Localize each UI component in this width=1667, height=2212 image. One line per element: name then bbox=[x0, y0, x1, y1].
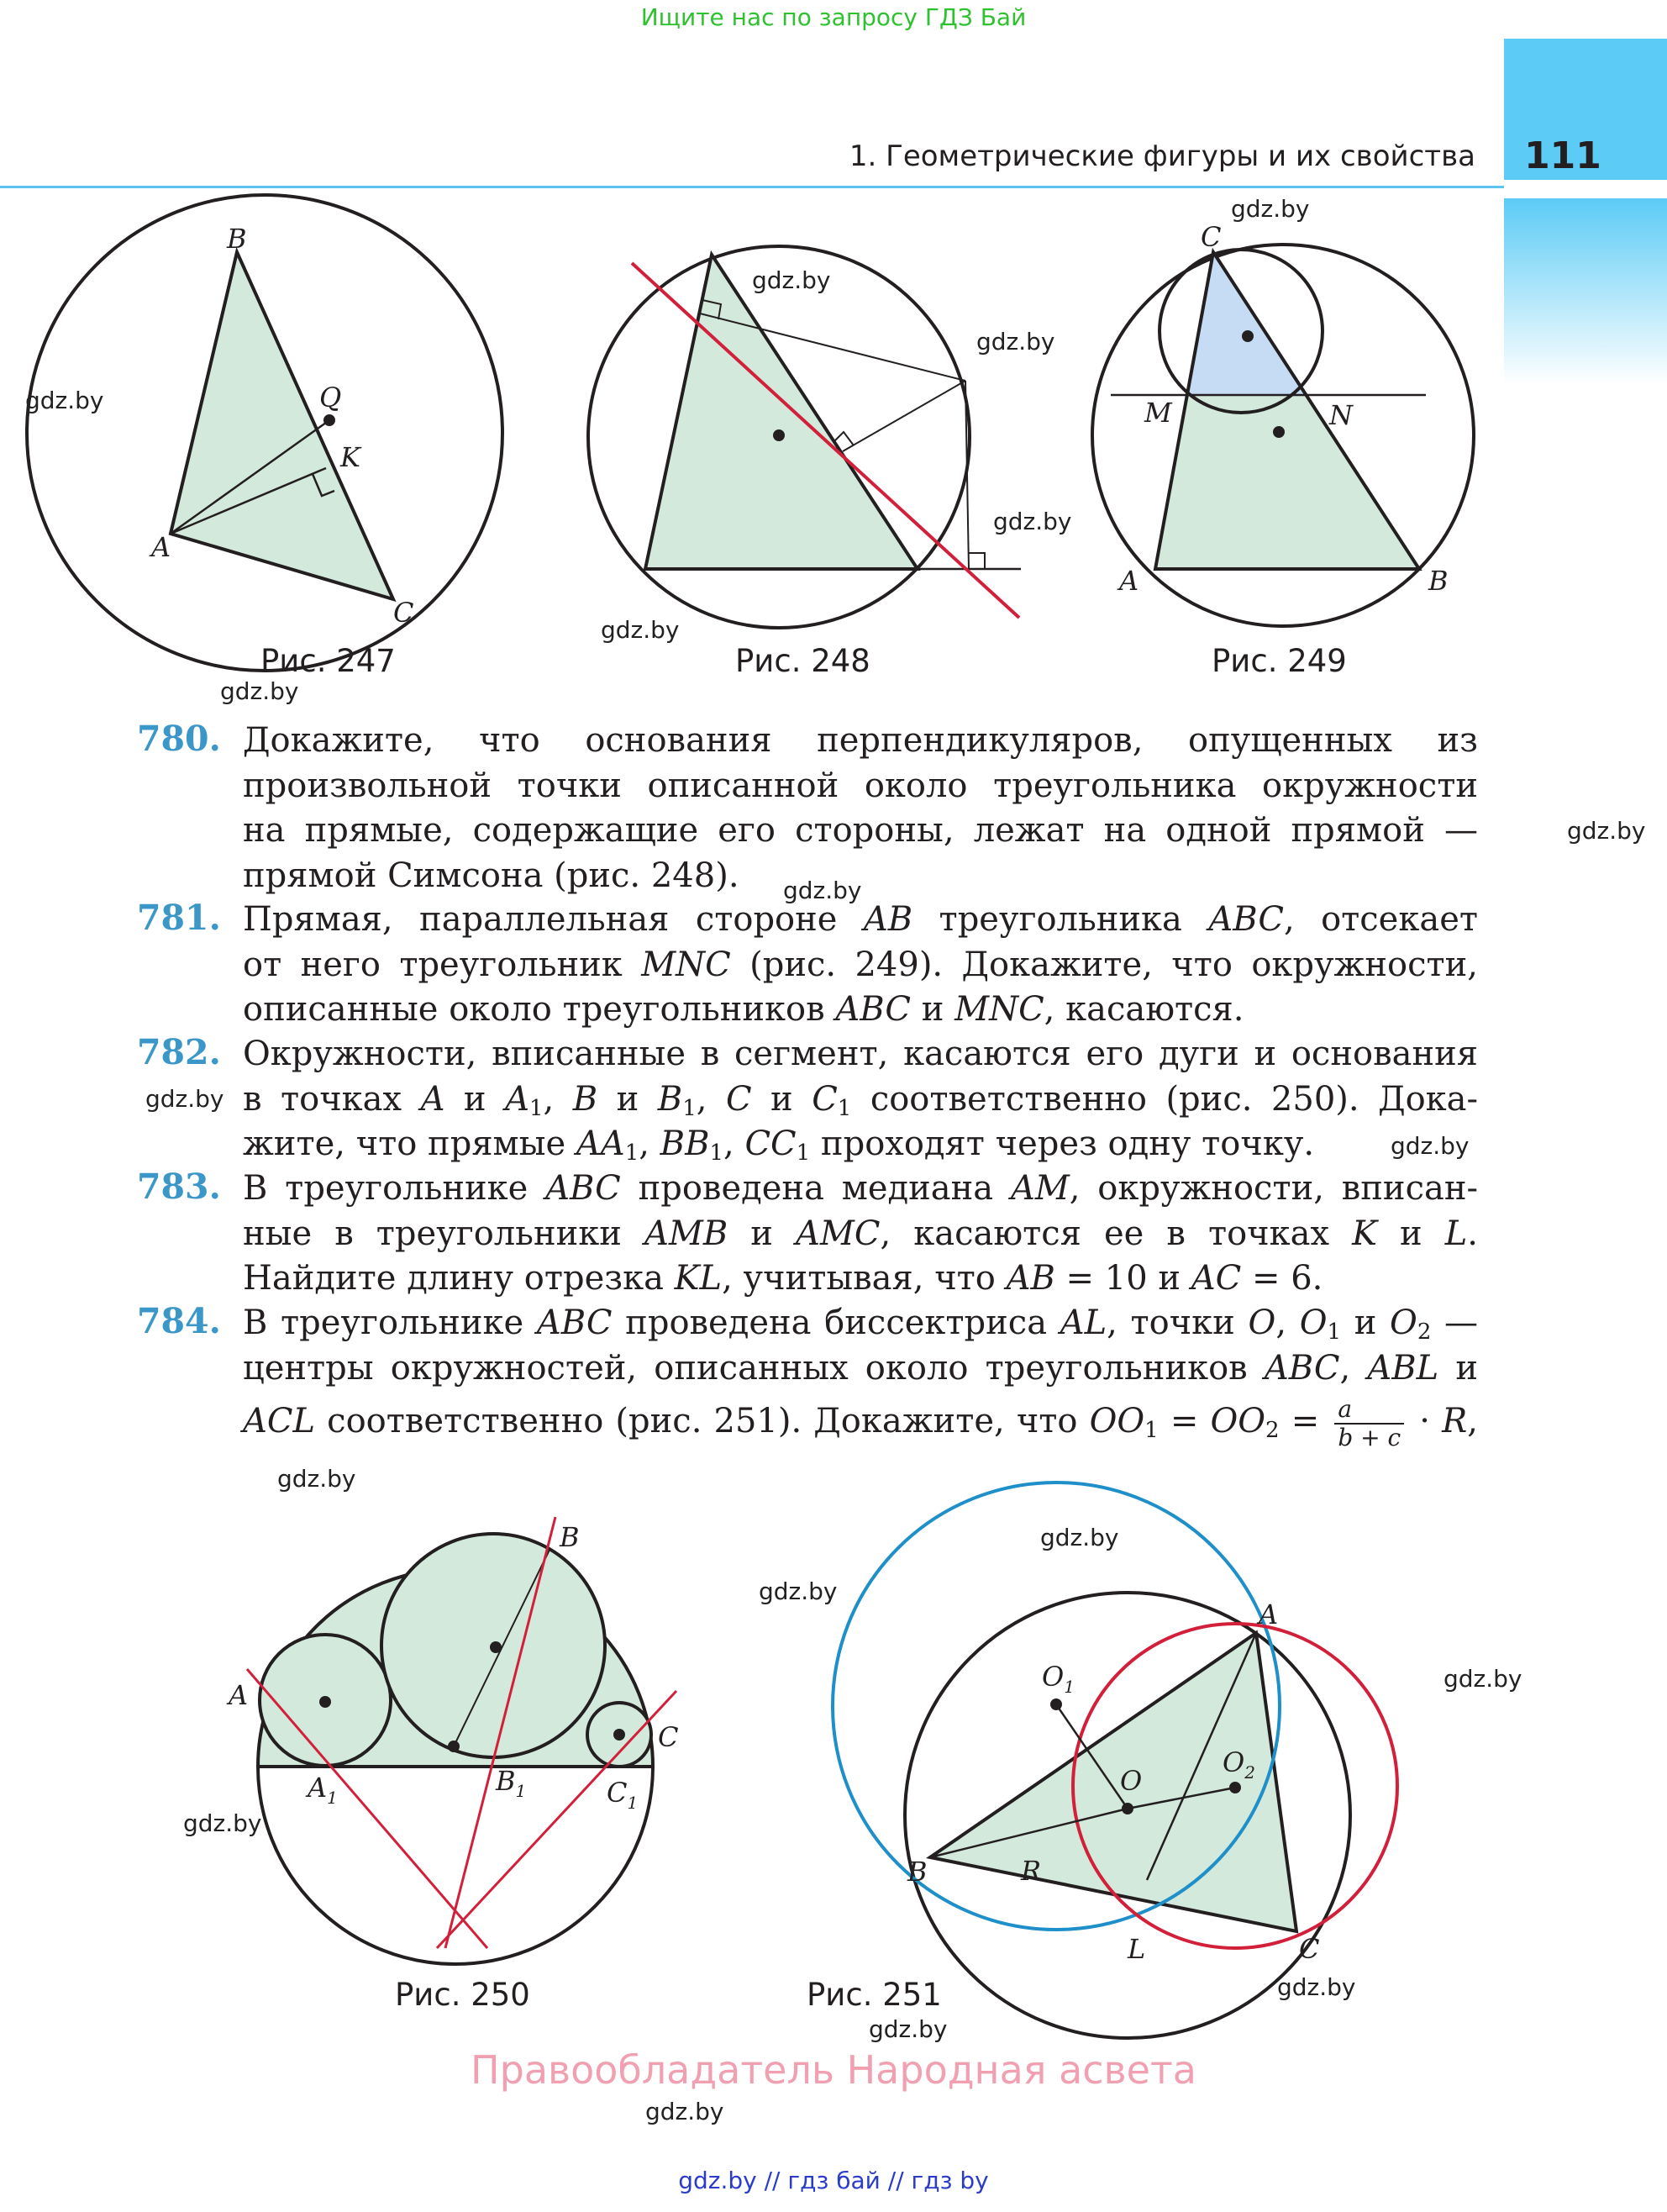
fig247-point-q bbox=[323, 414, 335, 426]
fig249-label-n: N bbox=[1329, 399, 1353, 431]
watermark: gdz.by bbox=[220, 677, 299, 705]
fig250-label-a: A bbox=[229, 1679, 249, 1711]
watermark: gdz.by bbox=[993, 508, 1072, 535]
watermark: gdz.by bbox=[601, 616, 680, 644]
fig251-center-o bbox=[1122, 1803, 1133, 1814]
fig250-caption: Рис. 250 bbox=[395, 1977, 530, 2013]
problem-number: 781. bbox=[137, 898, 221, 938]
fig250-center-c bbox=[613, 1729, 625, 1741]
fig247-label-c: C bbox=[393, 597, 414, 629]
problem-text: В треугольнике ABC проведена медиана AM, окружности, вписан- ные в треугольники AMB и AMC, касаются ее в точках K и L. Найдите длину отрезка KL, учитывая, что AB = 10 и AC = 6. bbox=[243, 1169, 1479, 1298]
fig247-caption: Рис. 247 bbox=[260, 643, 396, 679]
fig251-label-o: O bbox=[1120, 1765, 1143, 1797]
fig250-center-b bbox=[490, 1641, 502, 1653]
fig251-label-r: R bbox=[1021, 1855, 1042, 1887]
fig247-label-q: Q bbox=[319, 382, 342, 413]
fig249-trapezoid-fill bbox=[1155, 252, 1419, 569]
fig251-label-o2: $O_2$ bbox=[1223, 1746, 1255, 1783]
problem-number: 782. bbox=[137, 1032, 221, 1072]
fig251-label-a: A bbox=[1259, 1598, 1279, 1630]
watermark: gdz.by bbox=[783, 877, 862, 904]
chapter-title: 1. Геометрические фигуры и их свойства bbox=[849, 140, 1475, 173]
page-number: 111 bbox=[1524, 134, 1601, 177]
watermark: gdz.by bbox=[1231, 195, 1310, 223]
figure-247 bbox=[27, 195, 502, 671]
fig251-center-o1 bbox=[1050, 1698, 1062, 1710]
fig251-label-c: C bbox=[1299, 1933, 1320, 1965]
problem-text: В треугольнике ABC проведена биссектриса AL, точки O, $O_1$ и $O_2$ — центры окружностей, описанных около треугольников ABC, ABL и ACL соответственно (рис. 251). Докажите, что $OO_1 = OO_2$ = $\frac{a}{b + c}$ · R, bbox=[243, 1304, 1479, 1451]
fig250-label-c1: $C_1$ bbox=[607, 1777, 639, 1813]
watermark: gdz.by bbox=[1277, 1973, 1356, 2001]
fig251-label-l: L bbox=[1128, 1933, 1146, 1965]
fig250-label-a1: $A_1$ bbox=[308, 1772, 338, 1808]
watermark: gdz.by bbox=[645, 2098, 724, 2125]
fig247-label-b: B bbox=[227, 223, 247, 255]
fig251-caption: Рис. 251 bbox=[807, 1977, 942, 2013]
fig249-label-c: C bbox=[1201, 221, 1222, 253]
fig249-small-center bbox=[1242, 330, 1254, 342]
fig249-center bbox=[1273, 426, 1285, 438]
fig249-label-a: A bbox=[1119, 565, 1139, 597]
problem-text: Прямая, параллельная стороне AB треугольника ABC, отсекает от него треугольник MNC (рис. 249). Докажите, что окружности, описанные около треугольников ABC и MNC, касаются. bbox=[243, 900, 1479, 1029]
watermark: gdz.by bbox=[1444, 1665, 1522, 1693]
problem-number: 783. bbox=[137, 1167, 221, 1207]
fig247-triangle bbox=[171, 252, 393, 599]
watermark: gdz.by bbox=[277, 1465, 356, 1493]
fig249-label-m: M bbox=[1144, 397, 1172, 429]
fig251-label-b: B bbox=[907, 1856, 928, 1888]
figure-249 bbox=[1092, 221, 1474, 626]
fig250-label-b: B bbox=[560, 1521, 580, 1553]
copyright-notice: Правообладатель Народная асвета bbox=[471, 2047, 1196, 2093]
watermark: gdz.by bbox=[25, 387, 104, 414]
fig248-center bbox=[773, 429, 785, 441]
fig250-label-c: C bbox=[658, 1721, 679, 1753]
top-banner: Ищите нас по запросу ГДЗ Бай bbox=[640, 3, 1027, 31]
figure-250 bbox=[226, 1517, 678, 1964]
figure-251 bbox=[833, 1483, 1397, 2038]
fig250-center-a bbox=[319, 1696, 331, 1708]
fig250-label-b1: $B_1$ bbox=[496, 1765, 527, 1801]
watermark: gdz.by bbox=[1040, 1524, 1119, 1551]
fig249-small-triangle bbox=[1186, 252, 1308, 395]
fig250-point bbox=[448, 1741, 460, 1752]
fig248-right-angle-3 bbox=[969, 553, 985, 569]
fig247-label-k: K bbox=[340, 441, 360, 473]
problem-text: Окружности, вписанные в сегмент, касаются его дуги и основания в точках A и $A_1$, B и $B_1$, C и $C_1$ соответственно (рис. 250). Дока- жите, что прямые $AA_1$, $BB_1$, $CC_1$ проходят через одну точку. bbox=[243, 1035, 1479, 1166]
footer-links: gdz.by // гдз бай // гдз by bbox=[678, 2167, 989, 2194]
watermark: gdz.by bbox=[1567, 817, 1646, 845]
figure-248 bbox=[588, 246, 1021, 628]
watermark: gdz.by bbox=[145, 1085, 224, 1113]
watermark: gdz.by bbox=[869, 2015, 948, 2043]
problem-number: 784. bbox=[137, 1301, 221, 1341]
fig248-perp-2 bbox=[843, 381, 965, 451]
fig249-label-b: B bbox=[1428, 565, 1449, 597]
fig251-center-o2 bbox=[1229, 1782, 1241, 1793]
fig247-label-a: A bbox=[151, 531, 171, 563]
watermark: gdz.by bbox=[976, 328, 1055, 356]
fig248-caption: Рис. 248 bbox=[735, 643, 870, 679]
watermark: gdz.by bbox=[752, 266, 831, 294]
fig248-triangle bbox=[645, 255, 918, 569]
fig251-label-o1: $O_1$ bbox=[1042, 1661, 1075, 1697]
watermark: gdz.by bbox=[759, 1577, 838, 1605]
watermark: gdz.by bbox=[1391, 1132, 1470, 1160]
problem-text: Докажите, что основания перпендикуляров, опущенных из произвольной точки описанной около треугольника окружности на прямые, содержащие его стороны, лежат на одной прямой — прямой Симсона (рис. 248). bbox=[243, 721, 1478, 895]
watermark: gdz.by bbox=[183, 1809, 262, 1837]
fraction: $\frac{a}{b + c}$ bbox=[1334, 1396, 1404, 1451]
fig249-caption: Рис. 249 bbox=[1212, 643, 1347, 679]
problem-number: 780. bbox=[137, 719, 221, 759]
